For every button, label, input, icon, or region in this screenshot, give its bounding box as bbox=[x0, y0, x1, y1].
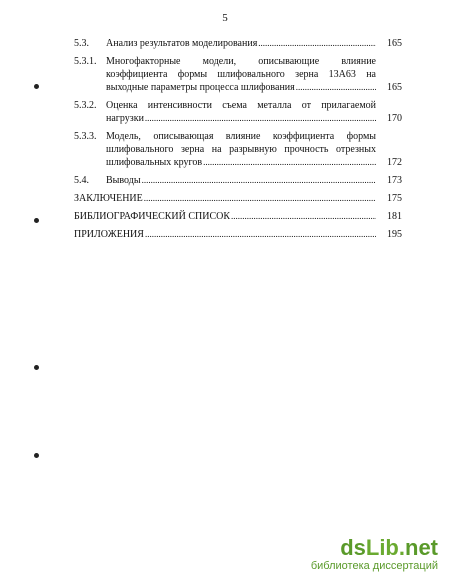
toc-entry-line: коэффициента формы шлифовального зерна 13А63 на bbox=[106, 69, 376, 80]
watermark-logo: dsLib.net bbox=[340, 535, 438, 560]
toc-page-number: 181 bbox=[387, 211, 402, 222]
margin-bullet bbox=[34, 365, 39, 370]
watermark-subtitle: библиотека диссертаций bbox=[310, 560, 438, 572]
toc-entry-line: ЗАКЛЮЧЕНИЕ ..... bbox=[74, 192, 376, 205]
toc-page-number: 173 bbox=[387, 175, 402, 186]
toc-leader-dots bbox=[145, 228, 376, 241]
toc-entry bbox=[74, 174, 402, 187]
watermark bbox=[311, 536, 438, 573]
toc-entry-title bbox=[106, 99, 376, 125]
toc-entry-line: шлифовального зерна на разрывную прочность отрезных bbox=[106, 144, 376, 155]
toc-entry-number: 5.3.3. bbox=[74, 131, 97, 142]
toc-entry-line: Анализ результатов моделирования ..... bbox=[106, 37, 376, 50]
toc-entry bbox=[74, 130, 402, 169]
table-of-contents bbox=[74, 37, 402, 246]
toc-page-number: 165 bbox=[387, 38, 402, 49]
toc-page-number: 195 bbox=[387, 229, 402, 240]
margin-bullet bbox=[34, 218, 39, 223]
toc-leader-dots bbox=[145, 112, 376, 125]
toc-entry bbox=[74, 210, 402, 223]
toc-entry-title bbox=[106, 174, 376, 187]
toc-entry-line: БИБЛИОГРАФИЧЕСКИЙ СПИСОК ..... bbox=[74, 210, 376, 223]
toc-entry-title bbox=[74, 228, 376, 241]
toc-entry-line: нагрузки ..... bbox=[106, 112, 376, 125]
toc-entry-line: Выводы ..... bbox=[106, 174, 376, 187]
margin-bullet bbox=[34, 84, 39, 89]
toc-page-number: 170 bbox=[387, 113, 402, 124]
toc-leader-dots bbox=[142, 174, 376, 187]
toc-entry-title bbox=[74, 210, 376, 223]
toc-entry-number: 5.3.1. bbox=[74, 56, 97, 67]
toc-entry bbox=[74, 99, 402, 125]
toc-leader-dots bbox=[144, 192, 376, 205]
toc-leader-dots bbox=[296, 81, 376, 94]
toc-entry-line: Модель, описывающая влияние коэффициента формы bbox=[106, 131, 376, 142]
toc-entry-line: Оценка интенсивности съема металла от прилагаемой bbox=[106, 100, 376, 111]
toc-leader-dots bbox=[203, 156, 376, 169]
toc-entry bbox=[74, 228, 402, 241]
toc-entry-line: ПРИЛОЖЕНИЯ ..... bbox=[74, 228, 376, 241]
toc-entry-line: Многофакторные модели, описывающие влияние bbox=[106, 56, 376, 67]
toc-entry-number: 5.4. bbox=[74, 175, 89, 186]
toc-entry bbox=[74, 37, 402, 50]
toc-entry-title bbox=[106, 130, 376, 169]
toc-entry-line: шлифовальных кругов ..... bbox=[106, 156, 376, 169]
toc-page-number: 172 bbox=[387, 157, 402, 168]
toc-leader-dots bbox=[231, 210, 376, 223]
toc-entry-line: выходные параметры процесса шлифования ..... bbox=[106, 81, 376, 94]
toc-entry bbox=[74, 192, 402, 205]
toc-entry-number: 5.3. bbox=[74, 38, 89, 49]
toc-entry-title bbox=[106, 37, 376, 50]
toc-entry-number: 5.3.2. bbox=[74, 100, 97, 111]
toc-leader-dots bbox=[258, 37, 376, 50]
toc-page-number: 175 bbox=[387, 193, 402, 204]
toc-entry-title bbox=[106, 55, 376, 94]
page-number: 5 bbox=[222, 12, 228, 24]
margin-bullet bbox=[34, 453, 39, 458]
toc-page-number: 165 bbox=[387, 82, 402, 93]
toc-entry bbox=[74, 55, 402, 94]
toc-entry-title bbox=[74, 192, 376, 205]
